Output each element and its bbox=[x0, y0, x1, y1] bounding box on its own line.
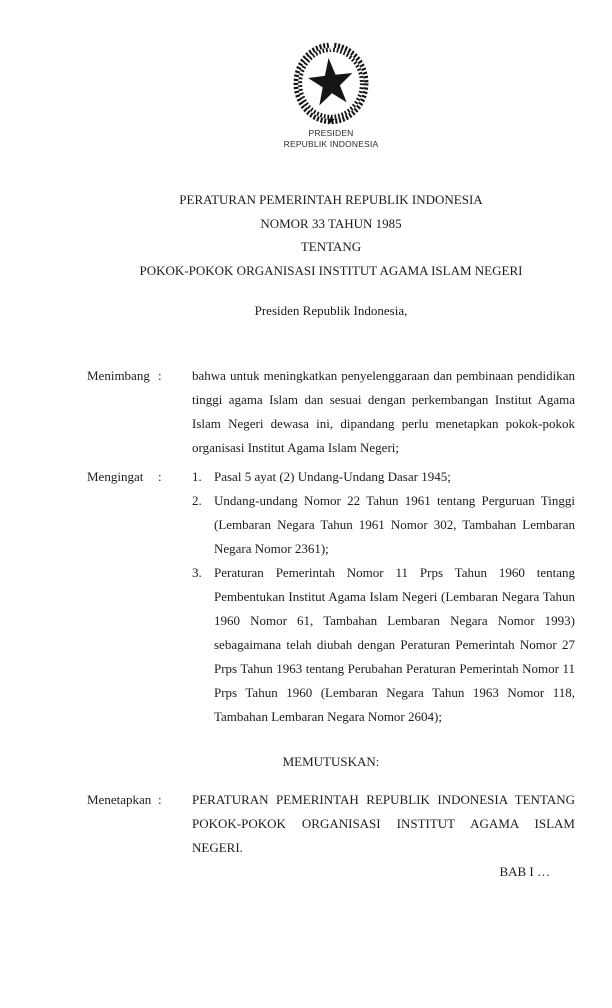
org-line-republik-indonesia: REPUBLIK INDONESIA bbox=[283, 139, 379, 149]
item-text: Undang-undang Nomor 22 Tahun 1961 tentang Perguruan Tinggi (Lembaran Negara Tahun 1961 Nomor 302, Tambahan Lembaran Negara Nomor 2361); bbox=[214, 493, 575, 556]
clause-menetapkan bbox=[87, 788, 575, 860]
clause-separator: : bbox=[158, 368, 162, 383]
title-line-tentang: TENTANG bbox=[300, 239, 362, 254]
clause-separator: : bbox=[158, 469, 162, 484]
clause-mengingat bbox=[87, 465, 575, 729]
page-continuation-marker: BAB I … bbox=[499, 864, 550, 879]
item-number: 2. bbox=[192, 493, 202, 508]
item-text: Pasal 5 ayat (2) Undang-Undang Dasar 1945; bbox=[214, 469, 451, 484]
clause-body-menimbang: bahwa untuk meningkatkan penyelenggaraan dan pembinaan pendidikan tinggi agama Islam dan sesuai dengan perkembangan Institut Agama Islam Negeri dewasa ini, dipandang perlu menetapkan pokok-pokok organisasi Institut Agama Islam Negeri; bbox=[192, 368, 575, 455]
item-number: 1. bbox=[192, 469, 202, 484]
title-line-number: NOMOR 33 TAHUN 1985 bbox=[260, 215, 402, 231]
org-line-presiden: PRESIDEN bbox=[308, 128, 354, 138]
star-icon bbox=[306, 55, 355, 106]
legal-basis-item bbox=[192, 465, 575, 489]
memutuskan-heading: MEMUTUSKAN: bbox=[282, 754, 380, 769]
presidential-star-wreath-emblem bbox=[292, 40, 370, 125]
clause-label-menetapkan: Menetapkan bbox=[87, 792, 152, 807]
document-header bbox=[87, 40, 575, 150]
legal-basis-item bbox=[192, 489, 575, 561]
clause-body-menetapkan: PERATURAN PEMERINTAH REPUBLIK INDONESIA TENTANG POKOK-POKOK ORGANISASI INSTITUT AGAMA ISLAM NEGERI. bbox=[192, 792, 575, 855]
clause-menimbang bbox=[87, 364, 575, 460]
title-line-regulation: PERATURAN PEMERINTAH REPUBLIK INDONESIA bbox=[179, 192, 483, 207]
item-number: 3. bbox=[192, 565, 202, 580]
clause-separator: : bbox=[158, 792, 162, 807]
item-text: Peraturan Pemerintah Nomor 11 Prps Tahun 1960 tentang Pembentukan Institut Agama Islam Negeri (Lembaran Negara Tahun 1960 Nomor 61, Tambahan Lembaran Negara Nomor 1993) sebagaimana telah diubah dengan Peraturan Pemerintah Nomor 27 Prps Tahun 1963 tentang Perubahan Peraturan Pemerintah Nomor 11 Prps Tahun 1960 (Lembaran Negara Tahun 1963 Nomor 118, Tambahan Lembaran Negara Nomor 2604); bbox=[214, 565, 575, 724]
clause-label-mengingat: Mengingat bbox=[87, 469, 144, 484]
salutation-line: Presiden Republik Indonesia, bbox=[254, 303, 408, 318]
title-line-subject: POKOK-POKOK ORGANISASI INSTITUT AGAMA ISLAM NEGERI bbox=[139, 262, 523, 278]
clause-label-menimbang: Menimbang bbox=[87, 368, 150, 383]
clause-body-mengingat bbox=[192, 465, 575, 729]
document-title-block bbox=[87, 188, 575, 282]
legal-basis-item bbox=[192, 561, 575, 729]
